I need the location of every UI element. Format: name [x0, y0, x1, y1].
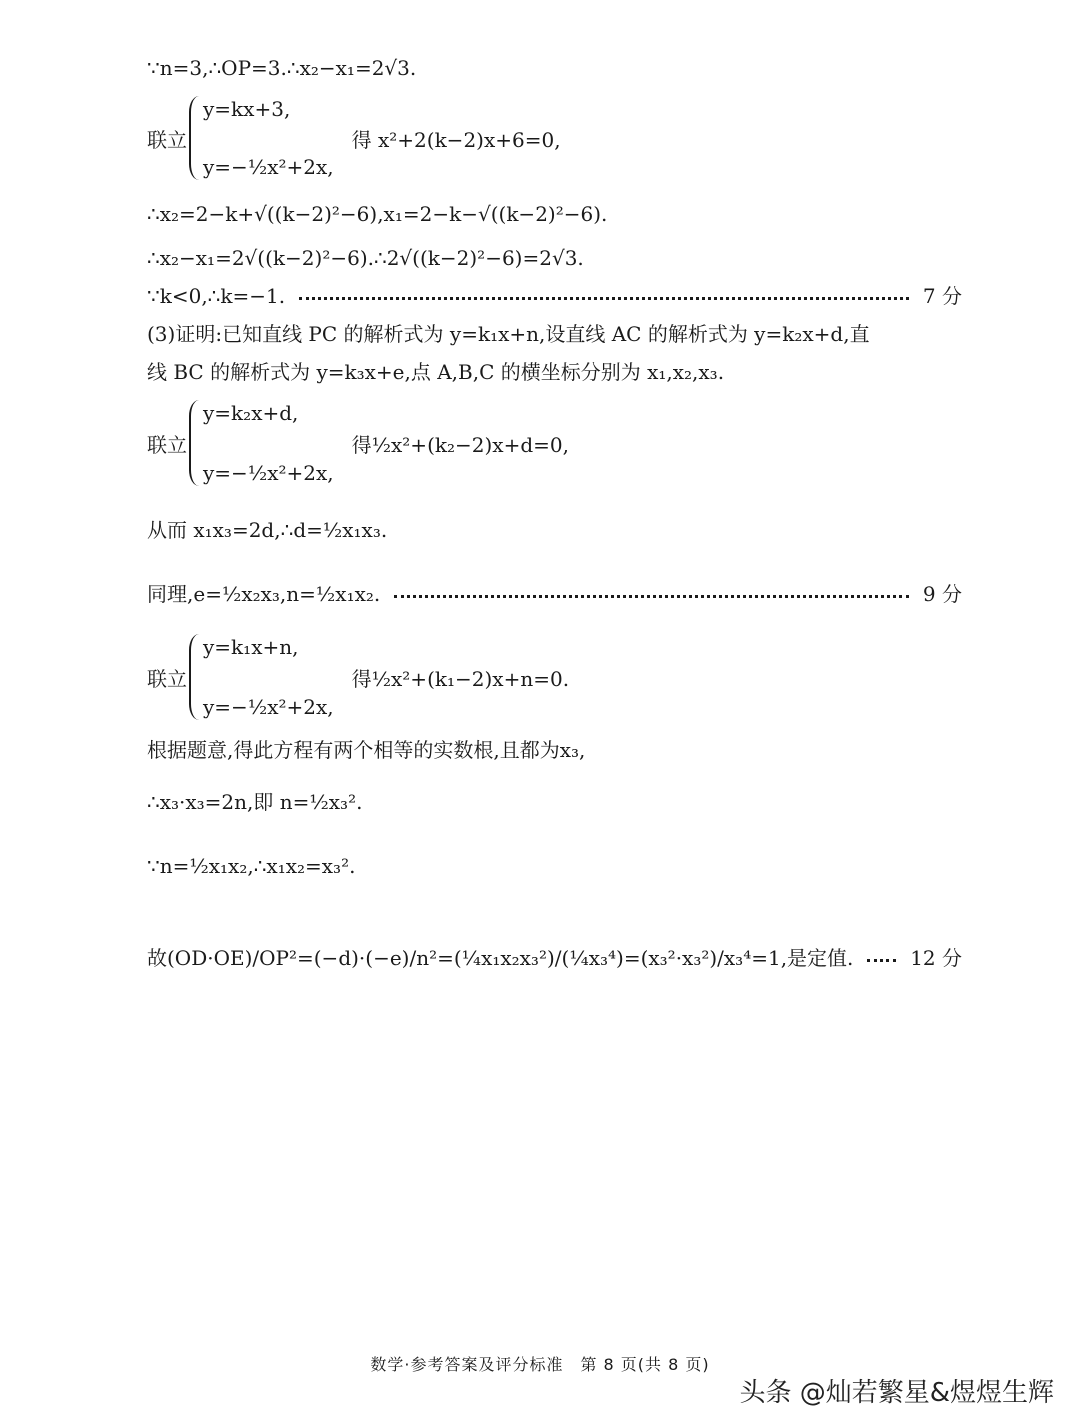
text-line: ∵n=3,∴OP=3.∴x₂−x₁=2√3. [147, 56, 417, 80]
equation-1: y=k₁x+n, [203, 635, 299, 659]
page-footer: 数学·参考答案及评分标准 第 8 页(共 8 页) [370, 1355, 710, 1374]
step-d-value [147, 520, 962, 540]
brace [189, 634, 201, 720]
step-k-value [147, 286, 962, 306]
step-x1x2 [147, 856, 962, 876]
score-label: 7 分 [922, 284, 962, 308]
dot-leader [299, 297, 909, 300]
text-line: 线 BC 的解析式为 y=k₃x+e,点 A,B,C 的横坐标分别为 x₁,x₂,x₃. [147, 360, 725, 384]
score-label: 12 分 [910, 946, 962, 970]
text-line: ∵k<0,∴k=−1. [147, 284, 286, 308]
system-equations [203, 634, 334, 720]
system-1 [147, 96, 561, 180]
text-line: ∴x₂=2−k+√((k−2)²−6),x₁=2−k−√((k−2)²−6). [147, 202, 608, 226]
system-2 [147, 400, 569, 486]
equation-2: y=−½x²+2x, [203, 695, 334, 719]
system-equations [203, 400, 334, 486]
system-result: 得½x²+(k₂−2)x+d=0, [351, 432, 569, 457]
part3-intro [147, 324, 962, 344]
equation-1: y=kx+3, [203, 97, 291, 121]
equation-1: y=k₂x+d, [203, 401, 299, 425]
step-root-difference [147, 248, 962, 268]
system-label: 联立 [147, 127, 187, 152]
system-result: 得½x²+(k₁−2)x+n=0. [351, 666, 570, 691]
system-label: 联立 [147, 666, 187, 691]
text-line: ∴x₂−x₁=2√((k−2)²−6).∴2√((k−2)²−6)=2√3. [147, 246, 584, 270]
system-label: 联立 [147, 432, 187, 457]
text-line: 故(OD·OE)/OP²=(−d)·(−e)/n²=(¼x₁x₂x₃²)/(¼x₃⁴)=(x₃²·x₃²)/x₃⁴=1,是定值. [147, 946, 854, 970]
text-line: ∵n=½x₁x₂,∴x₁x₂=x₃². [147, 854, 356, 878]
dot-leader [394, 595, 909, 598]
system-3 [147, 634, 569, 720]
brace [189, 400, 201, 486]
score-label: 9 分 [922, 582, 962, 606]
text-line: (3)证明:已知直线 PC 的解析式为 y=k₁x+n,设直线 AC 的解析式为 y=k₂x+d,直 [147, 322, 870, 346]
equation-2: y=−½x²+2x, [203, 155, 334, 179]
system-result: 得 x²+2(k−2)x+6=0, [351, 127, 561, 152]
step-e-n-values [147, 584, 962, 604]
text-line: 根据题意,得此方程有两个相等的实数根,且都为x₃, [147, 738, 586, 762]
part3-intro-cont [147, 362, 962, 382]
step-op-length [147, 58, 962, 78]
step-equal-roots [147, 740, 962, 760]
watermark: 头条 @灿若繁星&煜煜生辉 [739, 1378, 1054, 1408]
step-conclusion [147, 948, 962, 968]
step-roots [147, 204, 962, 224]
step-n-x3 [147, 792, 962, 812]
equation-2: y=−½x²+2x, [203, 461, 334, 485]
text-line: 从而 x₁x₃=2d,∴d=½x₁x₃. [147, 518, 388, 542]
text-line: 同理,e=½x₂x₃,n=½x₁x₂. [147, 582, 381, 606]
brace [189, 96, 201, 180]
dot-leader [867, 959, 896, 962]
text-line: ∴x₃·x₃=2n,即 n=½x₃². [147, 790, 363, 814]
system-equations [203, 96, 334, 180]
